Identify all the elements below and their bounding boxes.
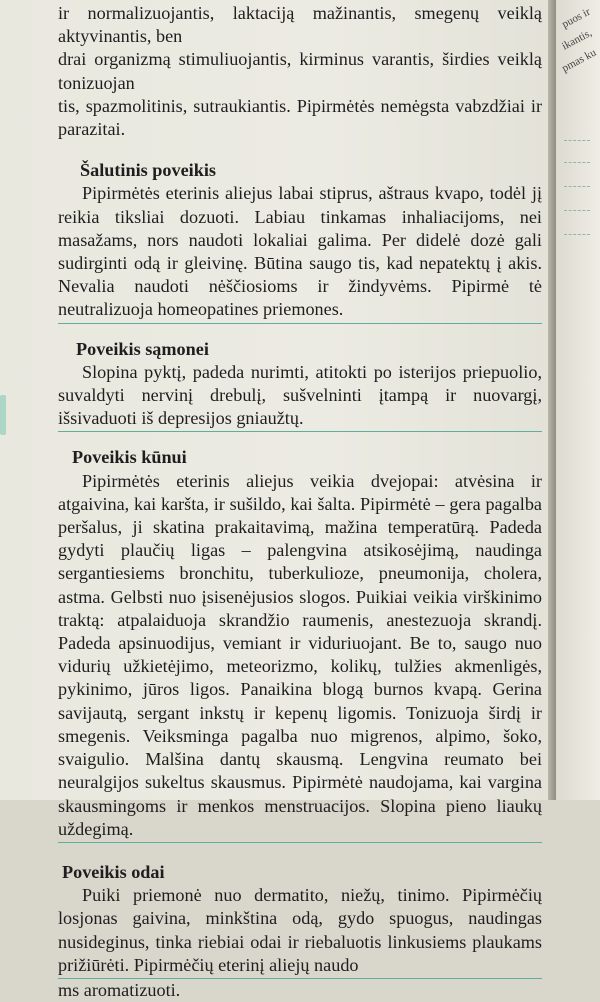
next-page-fragment: puos ir: [560, 5, 593, 31]
section-heading-skin: Poveikis odai: [62, 861, 165, 882]
section-text-mind: Slopina pyktį, padeda nurimti, atitokti po isterijos priepuolio, suvaldyti nervinį drebulį, sušvelninti įtampą ir nuovargį, išsivaduoti iš depresijos gniaužtų.: [58, 361, 542, 433]
section-heading-body: Poveikis kūnui: [72, 447, 187, 468]
next-page-fragment: ikantis,: [560, 26, 594, 53]
next-page-fragment: pmas ku: [560, 46, 599, 75]
next-page-highlight: [564, 210, 590, 211]
margin-highlight-mark: [0, 395, 6, 435]
section-heading-side-effects: Šalutinis poveikis: [80, 160, 216, 181]
top-line-2: drai organizmą stimuliuojantis, kirminus varantis, širdies veiklą tonizuojan: [58, 49, 542, 93]
next-page-highlight: [564, 140, 590, 141]
section-text-skin: Puiki priemonė nuo dermatito, niežų, tinimo. Pipirmėčių losjonas gaivina, minkština odą, gydo spuogus, naudingas nusideginus, tinka riebiai odai ir riebaluotis linkusiems plaukams prižiūrėti. Pipirmėčių eterinį aliejų naudo: [58, 884, 542, 979]
top-line-3: tis, spazmolitinis, sutraukiantis. Pipirmėtės nemėgsta vabzdžiai ir parazitai.: [58, 95, 542, 140]
section-text-body: Pipirmėtės eterinis aliejus veikia dvejopai: atvėsina ir atgaivina, kai karšta, ir sušildo, kai šalta. Pipirmėtė – gera pagalba peršalus, ji skatina prakaitavimą, mažina temperatūrą. Padeda gydyti plaučių ligas – palengvina atsikosėjimą, naudinga sergantiesiems bronchitu, tuberkulioze, pneumonija, cholera, astma. Gelbsti nuo įsisenėjusios slogos. Puikiai veikia virškinimo traktą: atpalaiduoja skrandžio raumenis, anestezuoja skrandį. Padeda apsinuodijus, vemiant ir viduriuojant. Be to, saugo nuo vidurių užkietėjimo, meteorizmo, kolikų, tulžies akmenligės, pykinimo, jūros ligos. Panaikina blogą burnos kvapą. Gerina savijautą, sergant inkstų ir kepenų ligomis. Tonizuoja širdį ir smegenis. Veiksminga pagalba nuo migrenos, alpimo, šoko, svaigulio. Malšina dantų skausmą. Lengvina reumato bei neuralgijos sukeltus skausmus. Pipirmėtė naudojama, kai vargina skausmingoms ir menkos menstruacijos. Slopina pieno liaukų uždegimą.: [58, 470, 542, 843]
next-page-highlight: [564, 186, 590, 187]
section-heading-mind: Poveikis sąmonei: [76, 338, 209, 359]
next-page-highlight: [564, 162, 590, 163]
next-page-highlight: [564, 234, 590, 235]
next-page-edge: [556, 0, 600, 800]
top-line-1: ir normalizuojantis, laktaciją mažinantis, smegenų veiklą aktyvinantis, ben: [58, 3, 542, 47]
page-content: [58, 2, 542, 1002]
section-text-side-effects: Pipirmėtės eterinis aliejus labai stiprus, aštraus kvapo, todėl jį reikia tiksliai dozuoti. Labiau tinkamas inhaliacijoms, nei masažams, nors naudoti lokaliai galima. Per didelė dozė gali sudirginti odą ir gleivinę. Būtina saugo tis, kad nepatektų į akis. Nevalia naudoti nėščiosioms ir žindyvėms. Pipirmė tė neutralizuoja homeopatines priemones.: [58, 182, 542, 323]
book-gutter: [548, 0, 556, 800]
bottom-fragment: ms aromatizuoti.: [58, 979, 181, 1000]
